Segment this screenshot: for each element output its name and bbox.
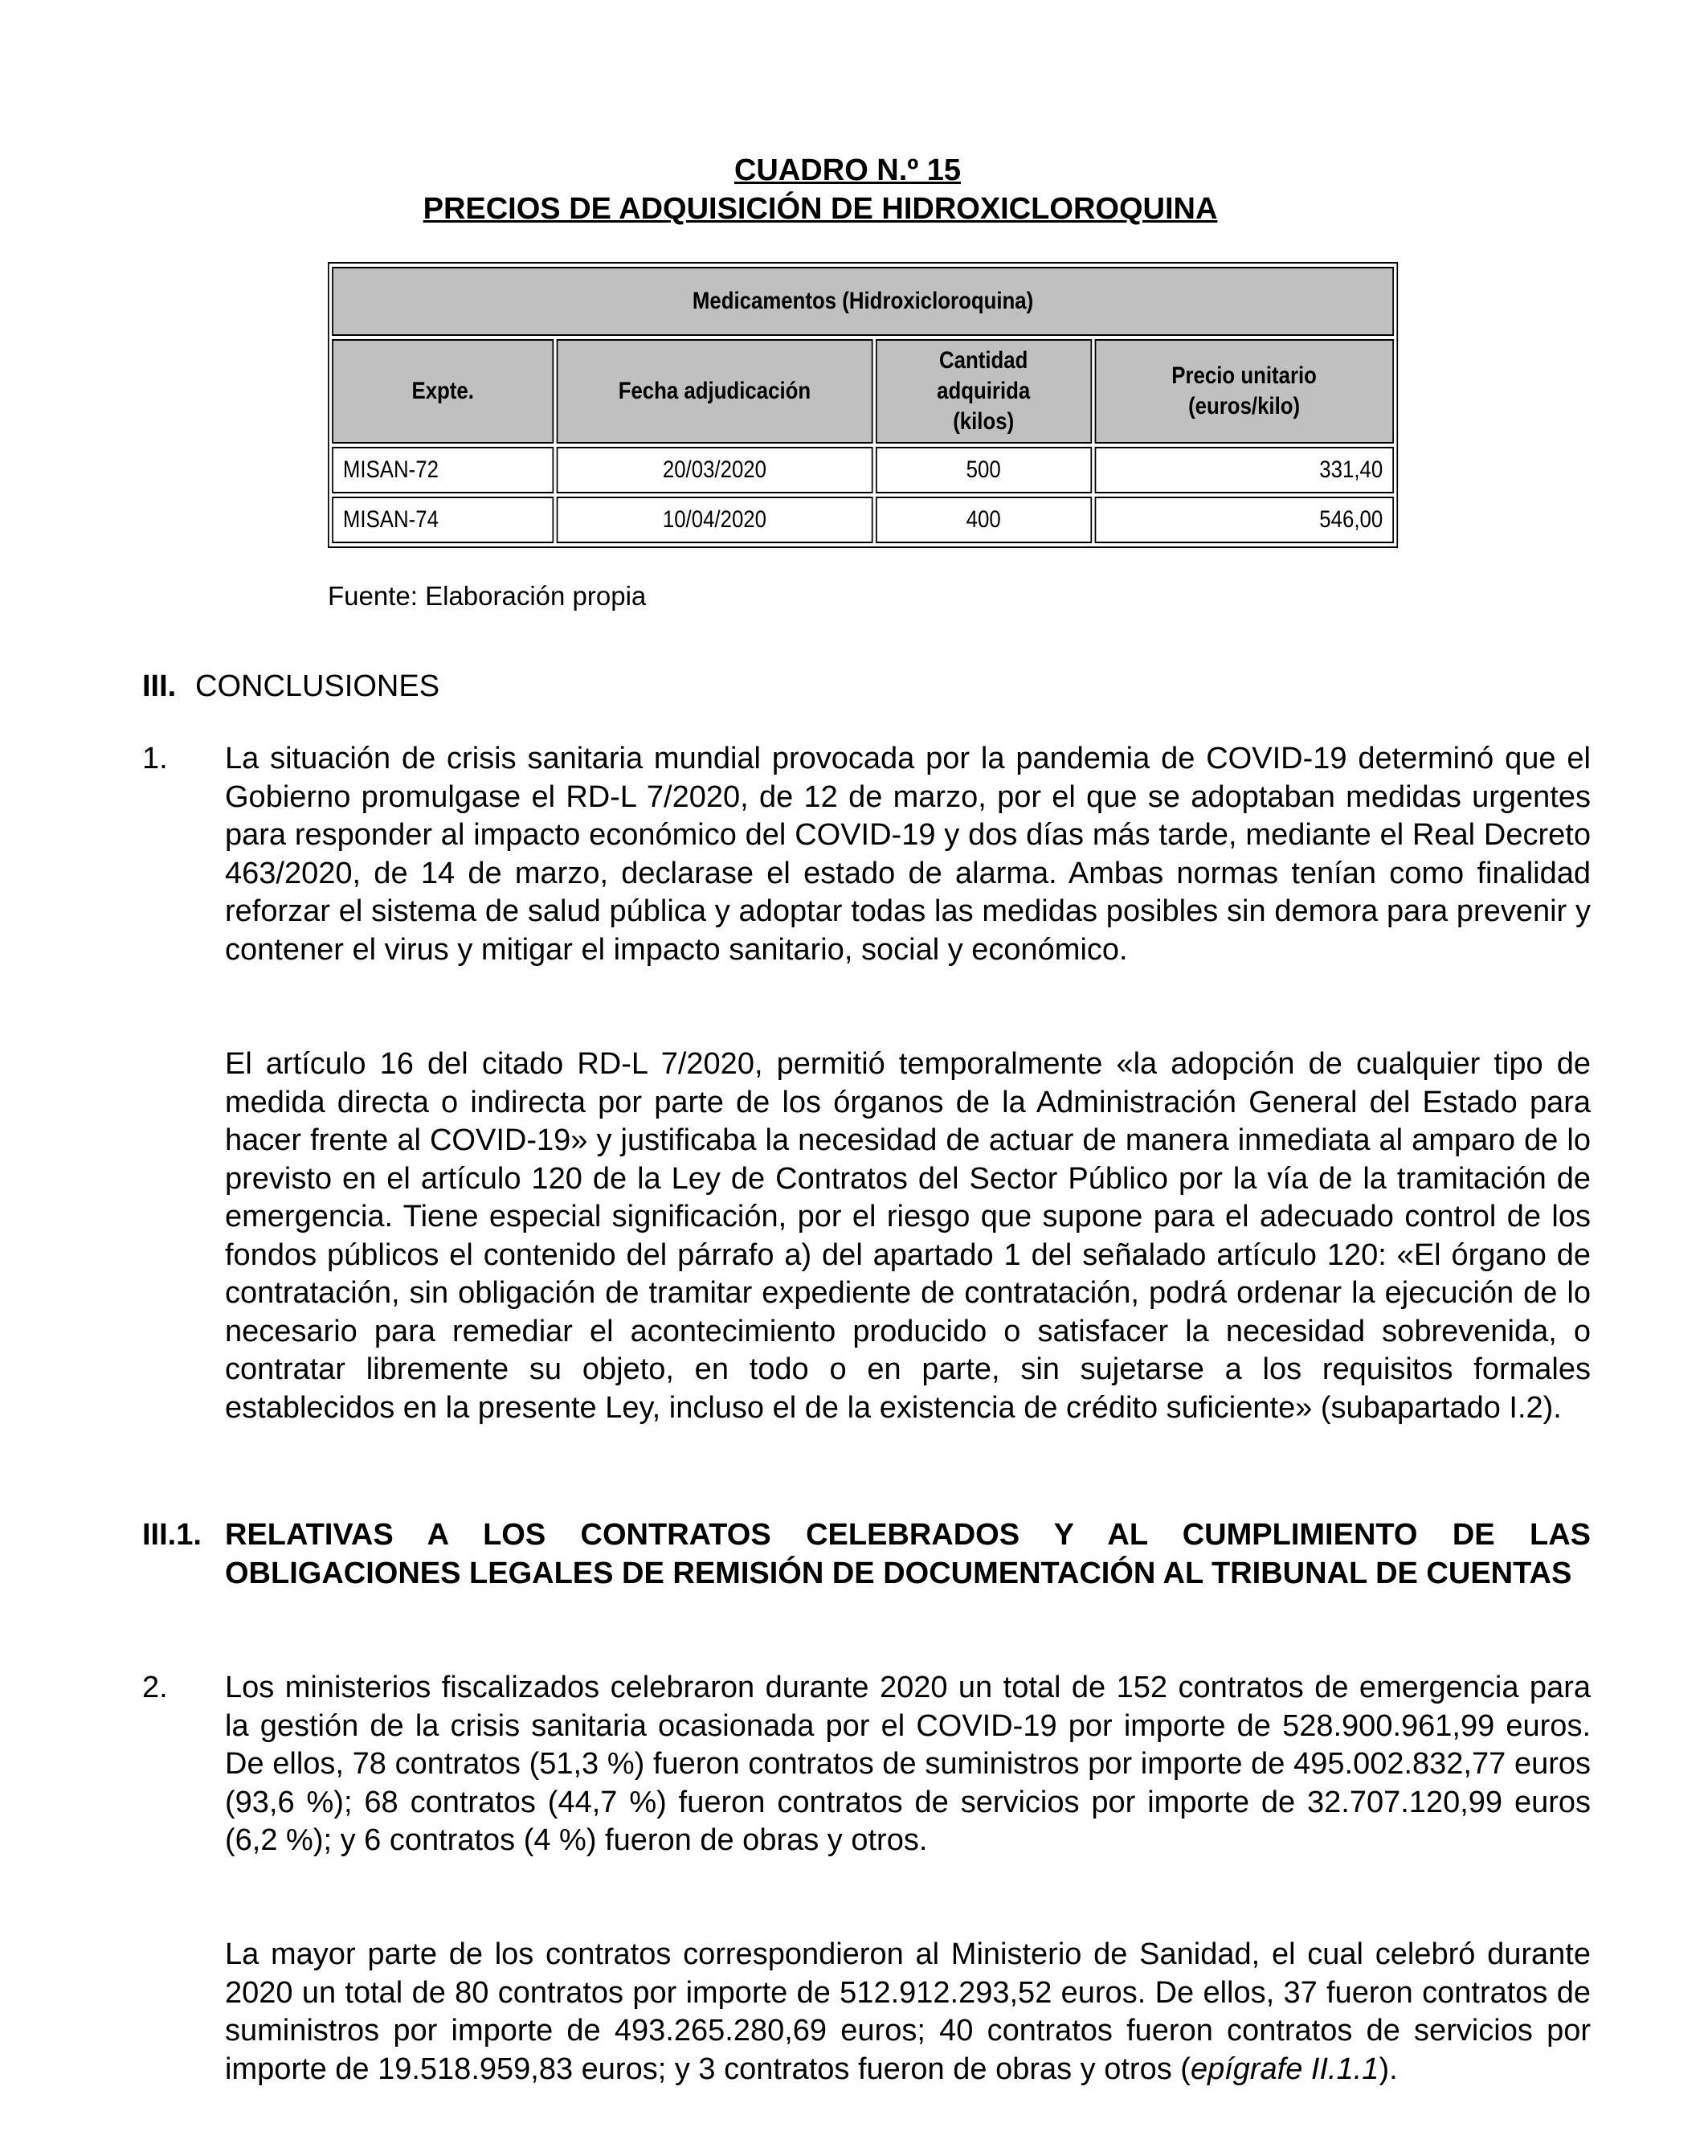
section-number: III. [142, 669, 177, 703]
table-row [332, 447, 1394, 493]
column-header-cantidad: Cantidad adquirida (kilos) [876, 339, 1092, 444]
cell-cantidad: 500 [876, 447, 1092, 493]
cell-expte: MISAN-74 [332, 497, 554, 543]
paragraph-1b-text: El artículo 16 del citado RD-L 7/2020, permitió temporalmente «la adopción de cualquier tipo de medida directa o indirecta por parte de los órganos de la Administración General del Estado para hacer frente al COVID-19» y justificaba la necesidad de actuar de manera inmediata al amparo de lo previsto en el artículo 120 de la Ley de Contratos del Sector Público por la vía de la tramitación de emergencia. Tiene especial significación, por el riesgo que supone para el adecuado control de los fondos públicos el contenido del párrafo a) del apartado 1 del señalado artículo 120: «El órgano de contratación, sin obligación de tramitar expediente de contratación, podrá ordenar la ejecución de lo necesario para remediar el acontecimiento producido o satisfacer la necesidad sobrevenida, o contratar libremente su objeto, en todo o en parte, sin sujetarse a los requisitos formales establecidos en la presente Ley, incluso el de la existencia de crédito suficiente» (subapartado I.2). [225, 1047, 1591, 1425]
cell-precio: 546,00 [1094, 497, 1394, 543]
paragraph-1a-text: La situación de crisis sanitaria mundial provocada por la pandemia de COVID-19 determinó que el Gobierno promulgase el RD-L 7/2020, de 12 de marzo, por el que se adoptaban medidas urgentes para responder al impacto económico del COVID-19 y dos días más tarde, mediante el Real Decreto 463/2020, de 14 de marzo, declarase el estado de alarma. Ambas normas tenían como finalidad reforzar el sistema de salud pública y adoptar todas las medidas posibles sin demora para prevenir y contener el virus y mitigar el impacto sanitario, social y económico. [225, 742, 1591, 967]
subsection-number: III.1. [142, 1518, 202, 1552]
cell-fecha: 20/03/2020 [557, 447, 872, 493]
cell-precio: 331,40 [1094, 447, 1394, 493]
paragraph-1b [225, 1045, 1591, 1427]
paragraph-2a-text: Los ministerios fiscalizados celebraron durante 2020 un total de 152 contratos de emergencia para la gestión de la crisis sanitaria ocasionada por el COVID-19 por importe de 528.900.961,99 euros. De ellos, 78 contratos (51,3 %) fueron contratos de suministros por importe de 495.002.832,77 euros (93,6 %); 68 contratos (44,7 %) fueron contratos de servicios por importe de 32.707.120,99 euros (6,2 %); y 6 contratos (4 %) fueron de obras y otros. [225, 1671, 1591, 1857]
paragraph-1 [225, 740, 1591, 969]
cell-cantidad: 400 [876, 497, 1092, 543]
paragraph-2b-text: La mayor parte de los contratos correspondieron al Ministerio de Sanidad, el cual celebró durante 2020 un total de 80 contratos por importe de 512.912.293,52 euros. De ellos, 37 fueron contratos de suministros por importe de 493.265.280,69 euros; 40 contratos fueron contratos de servicios por importe de 19.518.959,83 euros; y 3 contratos fueron de obras y otros (epígrafe II.1.1). [225, 1937, 1591, 2086]
paragraph-2 [225, 1669, 1591, 1860]
subsection-heading [142, 1516, 1591, 1593]
table-group-header: Medicamentos (Hidroxicloroquina) [332, 267, 1394, 336]
section-heading [142, 668, 439, 705]
paragraph-number: 1. [142, 742, 168, 775]
column-header-expte: Expte. [332, 339, 554, 444]
section-label: CONCLUSIONES [195, 669, 440, 703]
cuadro-heading: PRECIOS DE ADQUISICIÓN DE HIDROXICLOROQUINA [423, 192, 1218, 226]
paragraph-number: 2. [142, 1671, 168, 1704]
table-row [332, 497, 1394, 543]
pricing-table [328, 262, 1398, 548]
cuadro-number: CUADRO N.º 15 [733, 153, 962, 187]
section-reference: epígrafe II.1.1 [1190, 2052, 1379, 2086]
table-source-note: Fuente: Elaboración propia [328, 581, 647, 611]
cuadro-title [0, 151, 1708, 228]
cell-expte: MISAN-72 [332, 447, 554, 493]
paragraph-2b [225, 1936, 1591, 2088]
column-header-fecha: Fecha adjudicación [557, 339, 872, 444]
cell-fecha: 10/04/2020 [557, 497, 872, 543]
subsection-title: RELATIVAS A LOS CONTRATOS CELEBRADOS Y AL CUMPLIMIENTO DE LAS OBLIGACIONES LEGALES DE REMISIÓN DE DOCUMENTACIÓN AL TRIBUNAL DE CUENTAS [225, 1518, 1591, 1590]
column-header-precio: Precio unitario (euros/kilo) [1094, 339, 1394, 444]
